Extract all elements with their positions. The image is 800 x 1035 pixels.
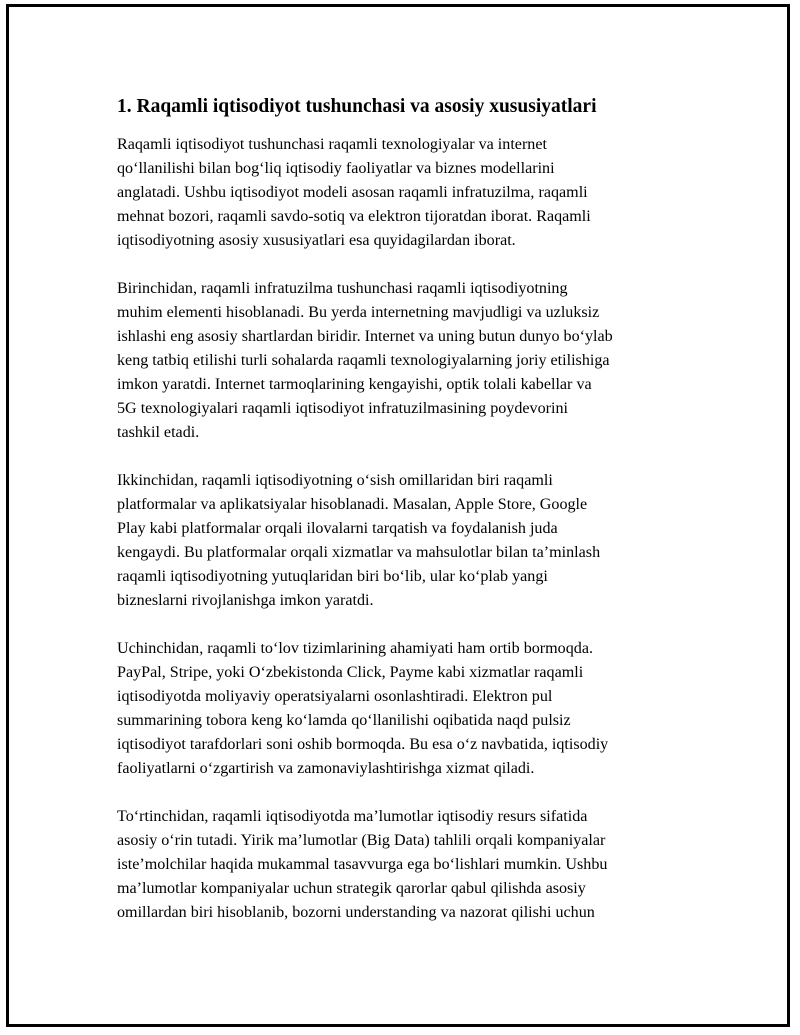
text-line: mehnat bozori, raqamli savdo-sotiq va elektron tijoratdan iborat. Raqamli (117, 208, 591, 225)
text-line: iqtisodiyotda moliyaviy operatsiyalarni osonlashtiradi. Elektron pul (117, 688, 553, 705)
text-line: imkon yaratdi. Internet tarmoqlarining kengayishi, optik tolali kabellar va (117, 376, 592, 393)
text-line: qo‘llanilishi bilan bog‘liq iqtisodiy faoliyatlar va biznes modellarini (117, 160, 555, 177)
text-line: raqamli iqtisodiyotning yutuqlaridan biri bo‘lib, ular ko‘plab yangi (117, 568, 548, 585)
text-line: Raqamli iqtisodiyot tushunchasi raqamli texnologiyalar va internet (117, 136, 547, 153)
text-line: kengaydi. Bu platformalar orqali xizmatlar va mahsulotlar bilan ta’minlash (117, 544, 601, 561)
text-line: faoliyatlarni o‘zgartirish va zamonaviylashtirishga xizmat qiladi. (117, 760, 535, 777)
paragraph-intro (117, 133, 692, 253)
text-line: keng tatbiq etilishi turli sohalarda raqamli texnologiyalarning joriy etilishiga (117, 352, 610, 369)
paragraph-fourth (117, 805, 692, 925)
paragraph-third (117, 637, 692, 781)
text-line: Play kabi platformalar orqali ilovalarni tarqatish va foydalanish juda (117, 520, 558, 537)
text-line: Ikkinchidan, raqamli iqtisodiyotning o‘sish omillaridan biri raqamli (117, 472, 553, 489)
paragraph-first (117, 277, 692, 445)
text-line: PayPal, Stripe, yoki O‘zbekistonda Click, Payme kabi xizmatlar raqamli (117, 664, 584, 681)
document-body (117, 95, 692, 949)
section-heading: 1. Raqamli iqtisodiyot tushunchasi va asosiy xususiyatlari (117, 96, 597, 117)
paragraph-second (117, 469, 692, 613)
text-line: iste’molchilar haqida mukammal tasavvurga ega bo‘lishlari mumkin. Ushbu (117, 856, 608, 873)
text-line: muhim elementi hisoblanadi. Bu yerda internetning mavjudligi va uzluksiz (117, 304, 600, 321)
text-line: To‘rtinchidan, raqamli iqtisodiyotda ma’lumotlar iqtisodiy resurs sifatida (117, 808, 588, 825)
text-line: ishlashi eng asosiy shartlardan biridir. Internet va uning butun dunyo bo‘ylab (117, 328, 613, 345)
text-line: omillardan biri hisoblanib, bozorni understanding va nazorat qilishi uchun (117, 904, 595, 921)
text-line: asosiy o‘rin tutadi. Yirik ma’lumotlar (Big Data) tahlili orqali kompaniyalar (117, 832, 606, 849)
text-line: iqtisodiyot tarafdorlari soni oshib bormoqda. Bu esa o‘z navbatida, iqtisodiy (117, 736, 609, 753)
text-line: Birinchidan, raqamli infratuzilma tushunchasi raqamli iqtisodiyotning (117, 280, 568, 297)
text-line: ma’lumotlar kompaniyalar uchun strategik qarorlar qabul qilishda asosiy (117, 880, 586, 897)
text-line: tashkil etadi. (117, 424, 200, 441)
text-line: summarining tobora keng ko‘lamda qo‘llanilishi oqibatida naqd pulsiz (117, 712, 571, 729)
text-line: anglatadi. Ushbu iqtisodiyot modeli asosan raqamli infratuzilma, raqamli (117, 184, 588, 201)
text-line: bizneslarni rivojlanishga imkon yaratdi. (117, 592, 374, 609)
text-line: platformalar va aplikatsiyalar hisoblanadi. Masalan, Apple Store, Google (117, 496, 588, 513)
text-line: 5G texnologiyalari raqamli iqtisodiyot infratuzilmasining poydevorini (117, 400, 568, 417)
text-line: Uchinchidan, raqamli to‘lov tizimlarining ahamiyati ham ortib bormoqda. (117, 640, 593, 657)
text-line: iqtisodiyotning asosiy xususiyatlari esa quyidagilardan iborat. (117, 232, 516, 249)
